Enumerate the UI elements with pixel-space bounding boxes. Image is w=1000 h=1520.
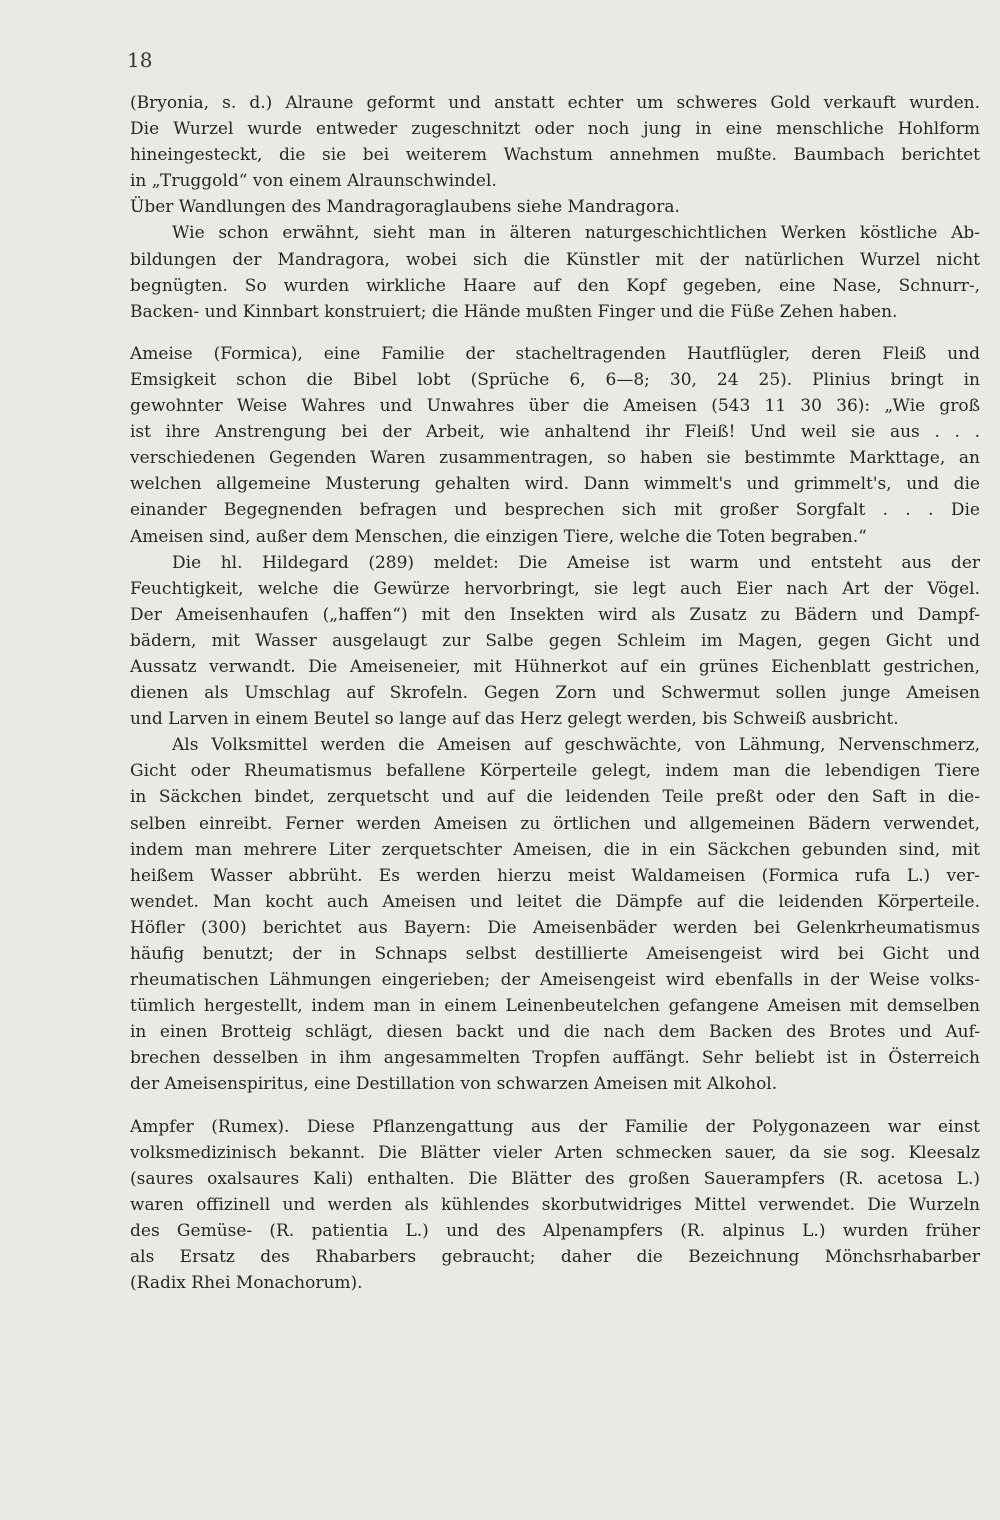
text-line: bildungen der Mandragora, wobei sich die Künstler mit der natürlichen Wurzel nicht xyxy=(130,249,980,270)
body-text xyxy=(130,90,980,1296)
text-line: wendet. Man kocht auch Ameisen und leitet die Dämpfe auf die leidenden Körperteile. xyxy=(130,891,980,912)
text-line: Ampfer (Rumex). Diese Pflanzengattung aus der Familie der Polygonazeen war einst xyxy=(130,1116,980,1137)
text-line: gewohnter Weise Wahres und Unwahres über die Ameisen (543 11 30 36): „Wie groß xyxy=(130,396,980,417)
text-line: der Ameisenspiritus, eine Destillation von schwarzen Ameisen mit Alkohol. xyxy=(130,1074,778,1095)
paragraph-mandragora-reference xyxy=(130,194,980,220)
page-number: 18 xyxy=(127,48,153,72)
text-line: Aussatz verwandt. Die Ameiseneier, mit Hühnerkot auf ein grünes Eichenblatt gestrichen, xyxy=(130,656,980,677)
text-line: Gicht oder Rheumatismus befallene Körperteile gelegt, indem man die lebendigen Tiere xyxy=(130,761,980,782)
text-line: einander Begegnenden befragen und besprechen sich mit großer Sorgfalt . . . Die xyxy=(130,500,980,521)
text-line: Feuchtigkeit, welche die Gewürze hervorbringt, sie legt auch Eier nach Art der Vögel. xyxy=(130,578,980,599)
text-line: brechen desselben in ihm angesammelten Tropfen auffängt. Sehr beliebt ist in Österreich xyxy=(130,1048,980,1069)
entry-ampfer xyxy=(130,1114,980,1297)
text-line: Backen- und Kinnbart konstruiert; die Hände mußten Finger und die Füße Zehen haben. xyxy=(130,301,898,322)
text-line: ist ihre Anstrengung bei der Arbeit, wie anhaltend ihr Fleiß! Und weil sie aus . . . xyxy=(130,422,980,443)
text-line: bädern, mit Wasser ausgelaugt zur Salbe gegen Schleim im Magen, gegen Gicht und xyxy=(130,630,980,651)
text-line: Über Wandlungen des Mandragoraglaubens siehe Mandragora. xyxy=(130,197,680,218)
text-line: des Gemüse- (R. patientia L.) und des Alpenampfers (R. alpinus L.) wurden früher xyxy=(130,1220,980,1241)
paragraph-bryonia-continuation xyxy=(130,90,980,194)
text-line: heißem Wasser abbrüht. Es werden hierzu meist Waldameisen (Formica rufa L.) ver- xyxy=(130,865,980,886)
text-line: Höfler (300) berichtet aus Bayern: Die Ameisenbäder werden bei Gelenkrheumatismus xyxy=(130,917,980,938)
text-line: hineingesteckt, die sie bei weiterem Wachstum annehmen mußte. Baumbach berichtet xyxy=(130,145,980,166)
text-line: tümlich hergestellt, indem man in einem Leinenbeutelchen gefangene Ameisen mit demselben xyxy=(130,996,980,1017)
text-line: Ameise (Formica), eine Familie der stacheltragenden Hautflügler, deren Fleiß und xyxy=(130,343,980,364)
text-line: dienen als Umschlag auf Skrofeln. Gegen Zorn und Schwermut sollen junge Ameisen xyxy=(130,683,980,704)
paragraph-mandragora-illustrations xyxy=(130,220,980,324)
text-line: in einen Brotteig schlägt, diesen backt und die nach dem Backen des Brotes und Auf- xyxy=(130,1022,980,1043)
text-line: selben einreibt. Ferner werden Ameisen zu örtlichen und allgemeinen Bädern verwendet, xyxy=(130,813,980,834)
section-gap xyxy=(130,325,980,341)
text-line: indem man mehrere Liter zerquetschter Ameisen, die in ein Säckchen gebunden sind, mit xyxy=(130,839,980,860)
text-line: Die Wurzel wurde entweder zugeschnitzt oder noch jung in eine menschliche Hohlform xyxy=(130,119,980,140)
paragraph-volksmittel xyxy=(130,732,980,1097)
text-line: waren offizinell und werden als kühlendes skorbutwidriges Mittel verwendet. Die Wurzeln xyxy=(130,1194,980,1215)
text-line: Die hl. Hildegard (289) meldet: Die Ameise ist warm und entsteht aus der xyxy=(172,552,980,573)
text-line: und Larven in einem Beutel so lange auf das Herz gelegt werden, bis Schweiß ausbricht. xyxy=(130,709,899,730)
text-line: (saures oxalsaures Kali) enthalten. Die Blätter des großen Sauerampfers (R. acetosa L.) xyxy=(130,1168,980,1189)
text-line: (Radix Rhei Monachorum). xyxy=(130,1273,363,1294)
paragraph-hildegard xyxy=(130,550,980,733)
text-line: Wie schon erwähnt, sieht man in älteren naturgeschichtlichen Werken köstliche Ab- xyxy=(172,223,980,244)
text-line: als Ersatz des Rhabarbers gebraucht; daher die Bezeichnung Mönchsrhabarber xyxy=(130,1247,980,1268)
text-line: Der Ameisenhaufen („haffen“) mit den Insekten wird als Zusatz zu Bädern und Dampf- xyxy=(130,604,980,625)
entry-ameise xyxy=(130,341,980,550)
text-line: volksmedizinisch bekannt. Die Blätter vieler Arten schmecken sauer, da sie sog. Kleesalz xyxy=(130,1142,980,1163)
text-line: (Bryonia, s. d.) Alraune geformt und anstatt echter um schweres Gold verkauft wurden. xyxy=(130,93,980,113)
text-line: verschiedenen Gegenden Waren zusammentragen, so haben sie bestimmte Markttage, an xyxy=(130,448,980,469)
text-line: in Säckchen bindet, zerquetscht und auf die leidenden Teile preßt oder den Saft in die- xyxy=(130,787,980,808)
text-line: Als Volksmittel werden die Ameisen auf geschwächte, von Lähmung, Nervenschmerz, xyxy=(172,735,980,756)
text-line: welchen allgemeine Musterung gehalten wird. Dann wimmelt's und grimmelt's, und die xyxy=(130,474,980,495)
section-gap xyxy=(130,1098,980,1114)
text-line: in „Truggold“ von einem Alraunschwindel. xyxy=(130,171,497,192)
text-line: Ameisen sind, außer dem Menschen, die einzigen Tiere, welche die Toten begraben.“ xyxy=(130,526,867,547)
text-line: rheumatischen Lähmungen eingerieben; der Ameisengeist wird ebenfalls in der Weise volks- xyxy=(130,970,980,991)
text-line: häufig benutzt; der in Schnaps selbst destillierte Ameisengeist wird bei Gicht und xyxy=(130,944,980,964)
text-line: Emsigkeit schon die Bibel lobt (Sprüche 6, 6—8; 30, 24 25). Plinius bringt in xyxy=(130,369,980,390)
text-line: begnügten. So wurden wirkliche Haare auf den Kopf gegeben, eine Nase, Schnurr-, xyxy=(130,275,980,296)
